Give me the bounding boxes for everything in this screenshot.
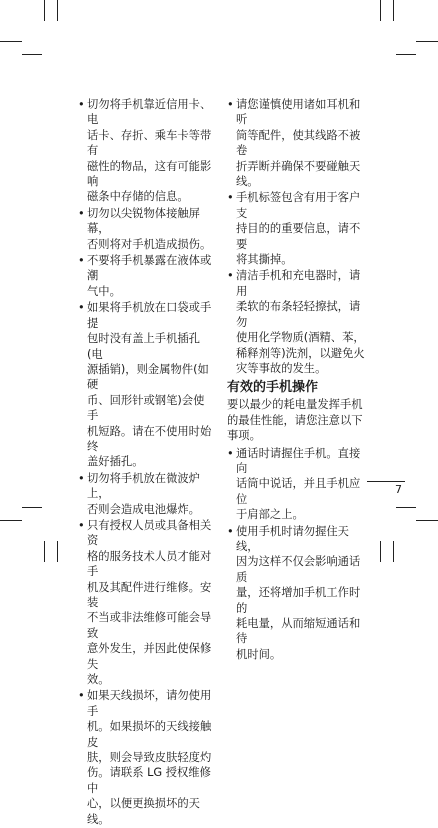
crop-mark (396, 507, 416, 508)
list-item (78, 253, 215, 299)
bullet-icon: • (227, 191, 234, 205)
list-item (227, 524, 367, 663)
list-item (227, 446, 367, 523)
list-item (78, 688, 215, 827)
list-item (227, 268, 367, 376)
crop-mark (44, 0, 45, 21)
list-item-text: 切勿以尖锐物体接触屏幕， 否则将对手机造成损伤。 (87, 206, 212, 251)
list-item (78, 97, 215, 205)
list-item-text: 请您谨慎使用诸如耳机和听 筒等配件，使其线路不被卷 折弄断并确保不要碰触天 线。 (236, 98, 361, 189)
crop-mark (22, 507, 42, 508)
crop-mark (22, 54, 42, 55)
crop-mark (0, 41, 22, 42)
list-item (78, 471, 215, 517)
bullet-icon: • (227, 269, 234, 283)
bullet-icon: • (78, 471, 85, 485)
crop-mark (380, 541, 381, 562)
crop-mark (57, 0, 58, 21)
list-item-text: 手机标签包含有用于客户支 持目的的重要信息，请不要 将其撕掉。 (236, 191, 361, 267)
crop-mark (380, 0, 381, 21)
list-item-text: 不要将手机暴露在液体或潮 气中。 (87, 254, 212, 298)
list-item (78, 206, 215, 252)
bullet-icon: • (78, 518, 85, 532)
footer-rule (367, 481, 405, 482)
list-item (227, 190, 367, 267)
list-item-text: 只有授权人员或具备相关资 格的服务技术人员才能对手 机及其配件进行维修。安装 不当或非法维修可能会导致 意外发生，并因此使保修失 效。 (87, 518, 212, 687)
crop-mark (44, 541, 45, 562)
list-item (78, 518, 215, 687)
bullet-icon: • (227, 98, 234, 111)
page-number: 7 (395, 483, 402, 496)
list-item (78, 300, 215, 469)
list-item-text: 如果天线损坏，请勿使用手 机。如果损坏的天线接触皮 肤，则会导致皮肤轻度灼 伤。请联系 LG 授权维修中 心，以便更换损坏的天线。 (87, 689, 212, 826)
section-intro: 要以最少的耗电量发挥手机 的最佳性能，请您注意以下 事项。 (227, 398, 363, 443)
section-title: 有效的手机操作 (227, 380, 319, 396)
precaution-list (78, 97, 215, 827)
crop-mark (393, 541, 394, 562)
crop-mark (393, 0, 394, 21)
list-item-text: 使用手机时请勿握住天线， 因为这样不仅会影响通话质 量，还将增加手机工作时的 耗电量，从而缩短通话和待 机时间。 (236, 524, 361, 661)
list-item-text: 切勿将手机放在微波炉上， 否则会造成电池爆炸。 (87, 471, 200, 516)
precaution-list (227, 97, 367, 376)
list-item-text: 通话时请握住手机。直接向 话筒中说话，并且手机应位 于肩部之上。 (236, 446, 361, 522)
list-item (227, 97, 367, 189)
bullet-icon: • (78, 254, 85, 268)
bullet-icon: • (227, 446, 234, 460)
bullet-icon: • (78, 301, 85, 315)
bullet-icon: • (78, 689, 85, 703)
bullet-icon: • (78, 98, 85, 111)
list-item-text: 如果将手机放在口袋或手提 包时没有盖上手机插孔(电 源插销)，则金属物件(如硬 币、回形针或钢笔)会使手 机短路。请在不使用时始终 盖好插孔。 (87, 301, 212, 469)
crop-mark (396, 54, 416, 55)
crop-mark (57, 541, 58, 562)
bullet-icon: • (78, 206, 85, 220)
right-column (227, 97, 367, 663)
bullet-icon: • (227, 524, 234, 538)
list-item-text: 清洁手机和充电器时，请用 柔软的布条轻轻擦拭，请勿 使用化学物质(酒精、苯， 稀释剂等)洗剂，以避免火 灾等事故的发生。 (236, 269, 365, 375)
operation-tips-list (227, 446, 367, 663)
left-column (78, 97, 215, 828)
crop-mark (416, 520, 438, 521)
crop-mark (416, 41, 438, 42)
list-item-text: 切勿将手机靠近信用卡、电 话卡、存折、乘车卡等带有 磁性的物品，这有可能影响 磁条中存储的信息。 (87, 98, 212, 204)
crop-mark (0, 520, 22, 521)
